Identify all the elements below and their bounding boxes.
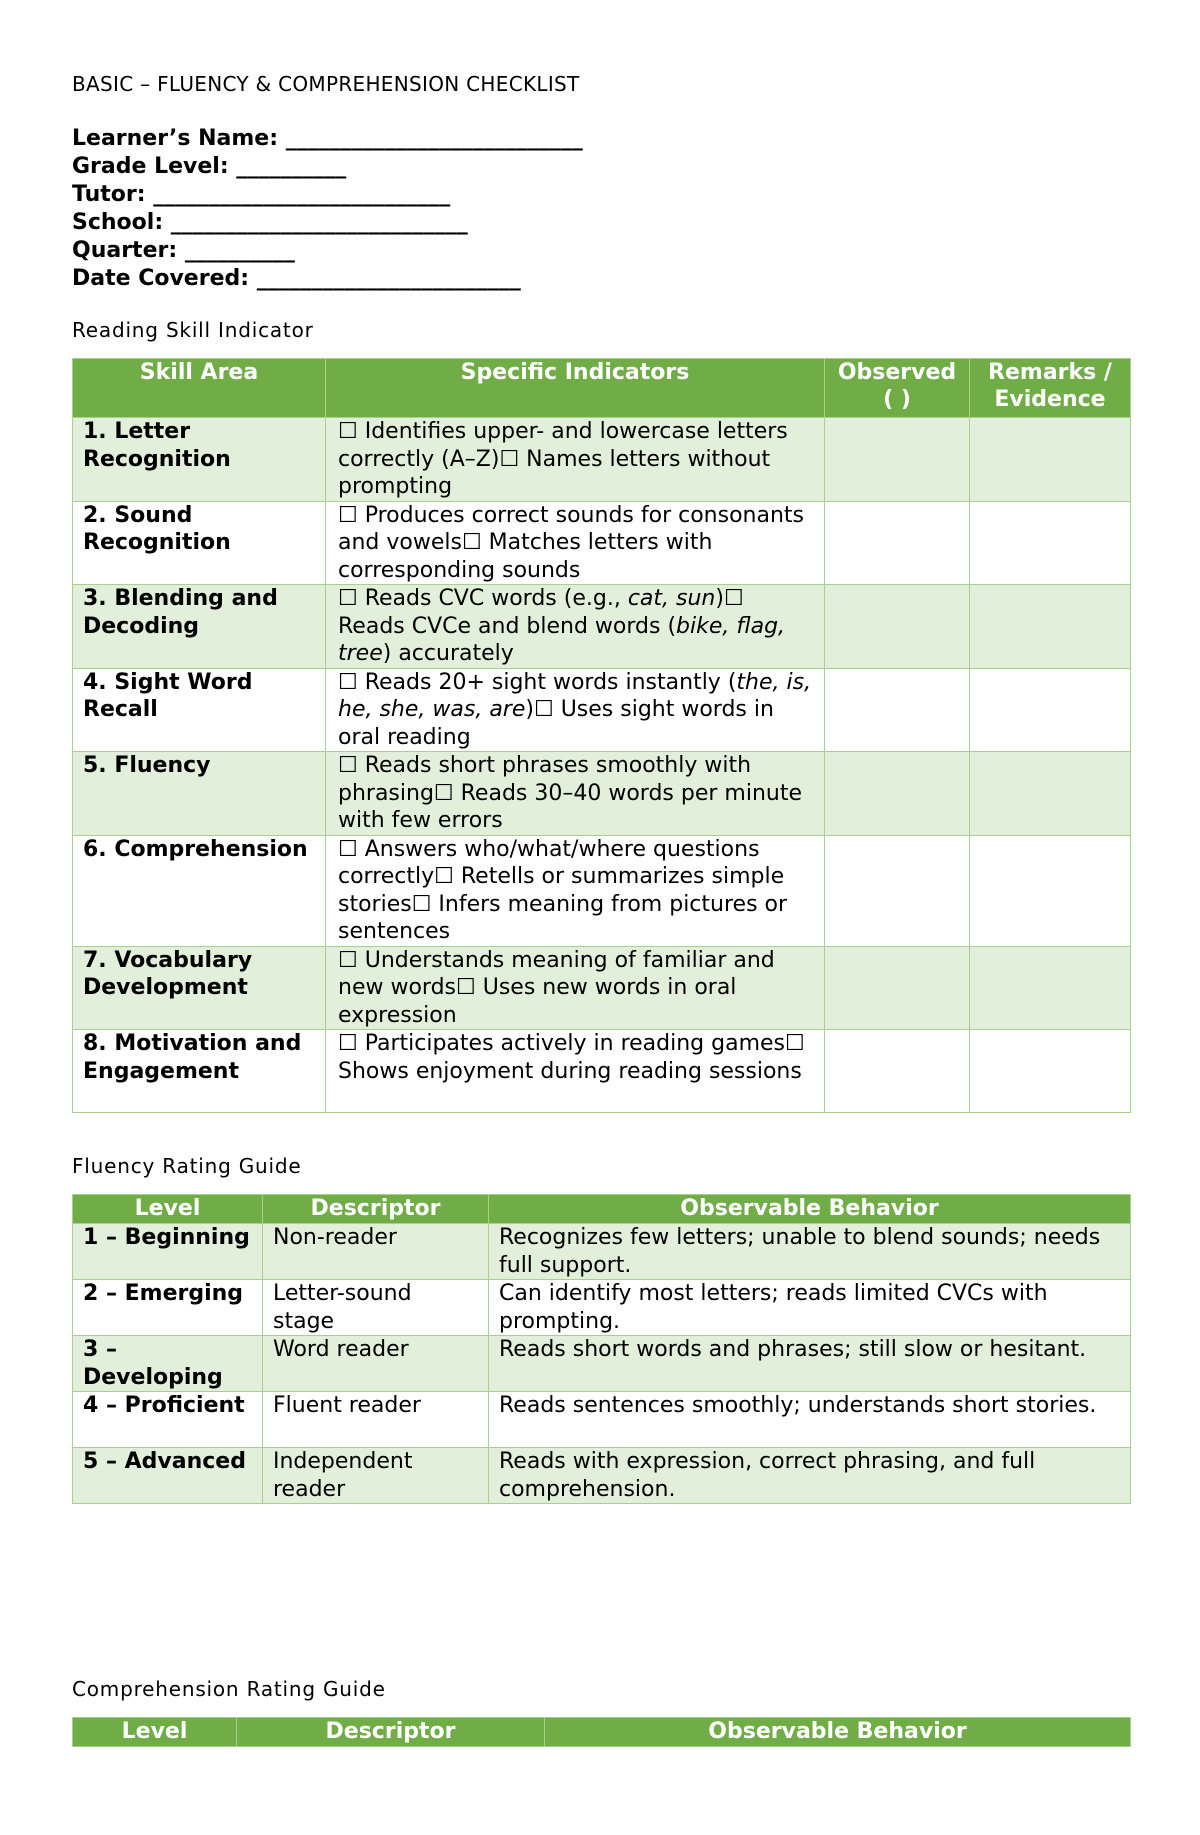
reading-section-title: Reading Skill Indicator [72, 318, 314, 342]
skills-table-body [73, 418, 1131, 1113]
remarks-cell[interactable] [970, 585, 1131, 669]
date-covered-blank[interactable]: ________________________ [256, 266, 521, 291]
header-remarks: Remarks / Evidence [970, 359, 1131, 418]
remarks-cell[interactable] [970, 1030, 1131, 1113]
fluency-level-cell: 3 – Developing [73, 1336, 263, 1392]
fluency-behavior-cell: Reads short words and phrases; still slow or hesitant. [489, 1336, 1131, 1392]
fluency-header-level: Level [73, 1195, 263, 1224]
skills-row [73, 946, 1131, 1030]
tutor-line [72, 181, 583, 209]
tutor-label: Tutor: [72, 182, 146, 207]
comprehension-header-behavior: Observable Behavior [545, 1718, 1131, 1747]
comprehension-header-descriptor: Descriptor [237, 1718, 545, 1747]
skills-row [73, 418, 1131, 502]
skill-area-cell: 4. Sight Word Recall [73, 668, 326, 752]
specific-indicators-cell: ☐ Participates actively in reading games☐ Shows enjoyment during reading sessions [326, 1030, 825, 1113]
specific-indicators-cell: ☐ Understands meaning of familiar and new words☐ Uses new words in oral expression [326, 946, 825, 1030]
skills-row [73, 835, 1131, 946]
fluency-table [72, 1194, 1131, 1504]
observed-cell[interactable] [825, 752, 970, 836]
document-title: BASIC – FLUENCY & COMPREHENSION CHECKLIST [72, 72, 580, 96]
learner-name-label: Learner’s Name: [72, 126, 279, 151]
fluency-row [73, 1280, 1131, 1336]
quarter-label: Quarter: [72, 238, 178, 263]
skill-area-cell: 7. Vocabulary Development [73, 946, 326, 1030]
remarks-cell[interactable] [970, 946, 1131, 1030]
remarks-cell[interactable] [970, 835, 1131, 946]
comprehension-table [72, 1717, 1131, 1747]
grade-level-label: Grade Level: [72, 154, 229, 179]
fluency-header-behavior: Observable Behavior [489, 1195, 1131, 1224]
fluency-descriptor-cell: Non-reader [263, 1224, 489, 1280]
learner-info-block [72, 125, 583, 293]
learner-name-blank[interactable]: ___________________________ [285, 126, 583, 151]
skills-row [73, 1030, 1131, 1113]
fluency-row [73, 1448, 1131, 1504]
quarter-line [72, 237, 583, 265]
comprehension-header-row [73, 1718, 1131, 1747]
remarks-cell[interactable] [970, 752, 1131, 836]
fluency-descriptor-cell: Letter-sound stage [263, 1280, 489, 1336]
skills-row [73, 585, 1131, 669]
fluency-row [73, 1392, 1131, 1448]
school-blank[interactable]: ___________________________ [170, 210, 468, 235]
observed-cell[interactable] [825, 835, 970, 946]
skills-table [72, 358, 1131, 1113]
quarter-blank[interactable]: __________ [184, 238, 295, 263]
fluency-section-title: Fluency Rating Guide [72, 1154, 302, 1178]
specific-indicators-cell: ☐ Reads short phrases smoothly with phrasing☐ Reads 30–40 words per minute with few errors [326, 752, 825, 836]
fluency-level-cell: 2 – Emerging [73, 1280, 263, 1336]
fluency-level-cell: 1 – Beginning [73, 1224, 263, 1280]
tutor-blank[interactable]: ___________________________ [153, 182, 451, 207]
comprehension-section-title: Comprehension Rating Guide [72, 1677, 386, 1701]
skill-area-cell: 3. Blending and Decoding [73, 585, 326, 669]
date-covered-label: Date Covered: [72, 266, 250, 291]
fluency-behavior-cell: Reads with expression, correct phrasing, and full comprehension. [489, 1448, 1131, 1504]
fluency-level-cell: 4 – Proficient [73, 1392, 263, 1448]
remarks-cell[interactable] [970, 501, 1131, 585]
fluency-descriptor-cell: Fluent reader [263, 1392, 489, 1448]
fluency-behavior-cell: Recognizes few letters; unable to blend sounds; needs full support. [489, 1224, 1131, 1280]
remarks-cell[interactable] [970, 668, 1131, 752]
skills-header-row [73, 359, 1131, 418]
observed-cell[interactable] [825, 668, 970, 752]
header-observed: Observed ( ) [825, 359, 970, 418]
observed-cell[interactable] [825, 1030, 970, 1113]
fluency-row [73, 1224, 1131, 1280]
fluency-descriptor-cell: Independent reader [263, 1448, 489, 1504]
skill-area-cell: 5. Fluency [73, 752, 326, 836]
remarks-cell[interactable] [970, 418, 1131, 502]
header-skill-area: Skill Area [73, 359, 326, 418]
specific-indicators-cell: ☐ Reads CVC words (e.g., cat, sun)☐ Reads CVCe and blend words (bike, flag, tree) accurately [326, 585, 825, 669]
date-covered-line [72, 265, 583, 293]
skills-row [73, 501, 1131, 585]
skill-area-cell: 2. Sound Recognition [73, 501, 326, 585]
skills-row [73, 668, 1131, 752]
fluency-row [73, 1336, 1131, 1392]
school-label: School: [72, 210, 164, 235]
specific-indicators-cell: ☐ Answers who/what/where questions correctly☐ Retells or summarizes simple stories☐ Infers meaning from pictures or sentences [326, 835, 825, 946]
fluency-behavior-cell: Reads sentences smoothly; understands short stories. [489, 1392, 1131, 1448]
specific-indicators-cell: ☐ Produces correct sounds for consonants and vowels☐ Matches letters with corresponding sounds [326, 501, 825, 585]
fluency-descriptor-cell: Word reader [263, 1336, 489, 1392]
observed-cell[interactable] [825, 501, 970, 585]
school-line [72, 209, 583, 237]
skill-area-cell: 1. Letter Recognition [73, 418, 326, 502]
fluency-behavior-cell: Can identify most letters; reads limited CVCs with prompting. [489, 1280, 1131, 1336]
observed-cell[interactable] [825, 946, 970, 1030]
skills-row [73, 752, 1131, 836]
skill-area-cell: 8. Motivation and Engagement [73, 1030, 326, 1113]
fluency-level-cell: 5 – Advanced [73, 1448, 263, 1504]
observed-cell[interactable] [825, 585, 970, 669]
observed-cell[interactable] [825, 418, 970, 502]
specific-indicators-cell: ☐ Reads 20+ sight words instantly (the, is, he, she, was, are)☐ Uses sight words in oral reading [326, 668, 825, 752]
fluency-header-descriptor: Descriptor [263, 1195, 489, 1224]
specific-indicators-cell: ☐ Identifies upper- and lowercase letters correctly (A–Z)☐ Names letters without prompting [326, 418, 825, 502]
learner-name-line [72, 125, 583, 153]
grade-level-line [72, 153, 583, 181]
fluency-table-body [73, 1224, 1131, 1504]
grade-level-blank[interactable]: __________ [236, 154, 347, 179]
comprehension-header-level: Level [73, 1718, 237, 1747]
skill-area-cell: 6. Comprehension [73, 835, 326, 946]
fluency-header-row [73, 1195, 1131, 1224]
header-specific-indicators: Specific Indicators [326, 359, 825, 418]
